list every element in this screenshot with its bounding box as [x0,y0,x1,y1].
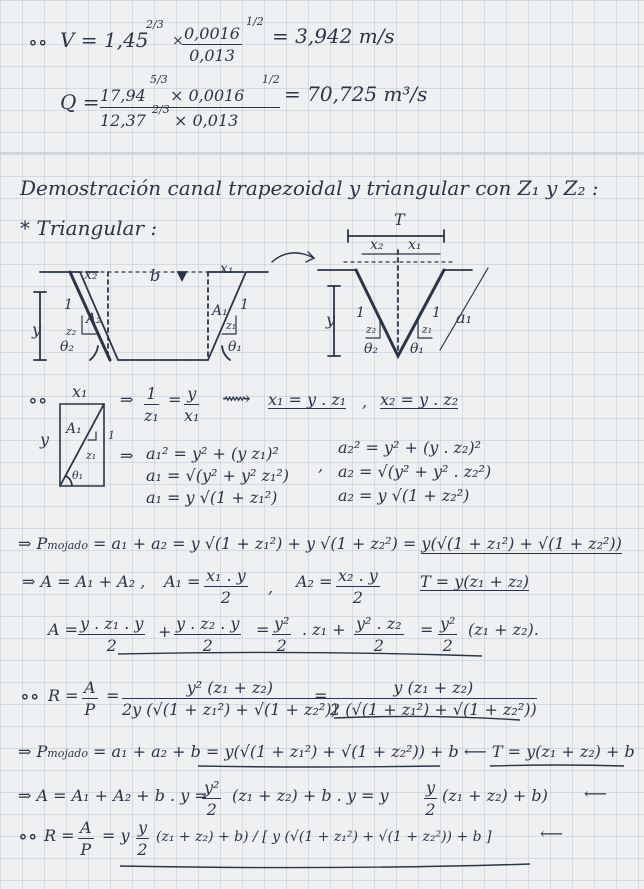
ratio-f2-den: x₁ [184,406,200,425]
p-wet-result: y(√(1 + z₁²) + √(1 + z₂²)) [421,534,622,553]
velocity-result: = 3,942 m/s [272,24,395,48]
area2-mid: . z₁ + [302,620,346,639]
area3-g [424,778,437,819]
radius-eq: = [106,686,120,705]
p-wet2-lhs: ⇒ P [18,742,48,761]
area2-f2-den: 2 [202,636,213,655]
p-wet-line [18,534,622,553]
velocity-times: × [172,33,184,49]
tri-one-left: 1 [356,305,365,321]
tri-theta1: θ₁ [410,341,425,357]
area2-f1 [78,614,145,655]
p-wet2-mid: = a₁ + a₂ + b = [93,742,220,761]
flow-lhs: Q = [60,90,100,114]
radius-eq2: = [314,686,328,705]
area-a2-den: 2 [352,588,363,607]
area3-f-num: y² [204,778,220,797]
area-a1-frac [204,566,248,607]
ratio-f1-num: 1 [144,384,159,405]
area2-f3-den: 2 [276,636,287,655]
area2-eq2: = [420,620,434,639]
tri-z1: z₁ [422,323,433,336]
area3-lhs: ⇒ A = A₁ + A₂ + b . y = [18,786,208,805]
triangle-outline [318,270,472,356]
smalltri-theta1: θ₁ [72,469,84,482]
radius2-g-den: 2 [137,840,148,859]
flow-num-base: 17,94 [100,86,146,105]
area2-tail: (z₁ + z₂). [468,620,539,639]
tri-y: y [326,310,336,329]
pythag-l1: a₁² = y² + (y z₁)² [146,444,279,463]
area3-g-den: 2 [425,800,436,819]
flow-den-base: 12,37 [100,111,146,130]
radius-f1-den: P [84,700,96,719]
p-wet-sub: mojado [47,539,88,552]
ratio-eq: = [168,390,182,409]
radius-f3 [330,678,537,719]
radius-f3-num: y (z₁ + z₂) [330,678,537,699]
radius2-f-num: A [80,818,92,837]
ratio-result2: x₂ = y . z₂ [380,390,459,409]
area2-lhs: A = [48,620,79,639]
smalltri-A1: A₁ [66,421,82,437]
radius2-g-num: y [138,818,148,837]
flow-result: = 70,725 m³/s [284,82,428,106]
p-wet-lhs: ⇒ P [18,534,48,553]
radius2-f-den: P [80,840,92,859]
flow-den-rest: × 0,013 [174,111,239,130]
tri-z2: z₂ [366,323,377,336]
trap-A2: A₂ [86,311,102,327]
ratio-result1: x₁ = y . z₁ [268,390,347,409]
area2-eq: = [256,620,270,639]
tri-a1: a₁ [456,308,472,327]
area2-f4-den: 2 [373,636,384,655]
trap-A1: A₁ [212,303,228,319]
area2-f1-den: 2 [106,636,117,655]
area2-f1-num: y . z₁ . y [80,614,144,633]
flow-exp2: 1/2 [262,73,280,86]
area3-g-num: y [426,778,436,797]
ratio-comma: , [362,392,368,411]
trap-theta2: θ₂ [60,339,75,355]
trap-y: y [32,320,42,339]
area3-mid: (z₁ + z₂) + b . y = y [232,786,389,805]
area2-f5 [438,614,457,655]
trap-z1: z₁ [226,319,237,332]
area2-f3-num: y² [274,614,290,633]
pythag-r1: a₂² = y² + (y . z₂)² [338,438,482,457]
tri-one-right: 1 [432,305,441,321]
radius2-g [136,818,149,859]
smalltri-z1: z₁ [86,449,97,462]
flow-num-exp: 5/3 [150,73,168,86]
section-heading: * Triangular : [20,216,158,240]
pythag-r3: a₂ = y √(1 + z₂²) [338,486,470,505]
radius-f2-den: 2y (√(1 + z₁²) + √(1 + z₂²)) [122,700,338,719]
area-lhs: ⇒ A = A₁ + A₂ , [22,572,146,591]
area-a2-num: x₂ . y [338,566,378,585]
area-a2-frac [336,566,380,607]
area3-f-den: 2 [206,800,217,819]
trap-one-right: 1 [240,297,249,313]
velocity-exp1: 2/3 [146,18,164,31]
ratio-arrow: ⇒ [120,390,134,409]
trap-b: b [150,266,161,285]
velocity-exp2: 1/2 [246,15,264,28]
flow-num-rest: × 0,0016 [170,86,245,105]
radius-f2 [122,678,338,719]
area3-arrow: ⟵ [584,784,607,803]
velocity-lhs: V = 1,45 [60,28,149,52]
p-wet2-arrow: ⟵ [463,742,487,761]
area-comma: , [268,578,274,597]
smalltri-x1: x₁ [72,382,88,401]
radius-f2-num: y² (z₁ + z₂) [122,678,338,699]
area2-plus: + [158,622,172,641]
smalltri-one: 1 [108,429,115,442]
pythag-l2: a₁ = √(y² + y² z₁²) [146,466,290,485]
radius-f1 [82,678,98,719]
bullet-radius: ∘∘ [20,684,40,708]
area-a2-lhs: A₂ = [296,572,333,591]
area-a1-lhs: A₁ = [164,572,201,591]
radius2-arrow: ⟵ [540,824,563,843]
area3-tail: (z₁ + z₂) + b) [442,786,548,805]
ratio-squiggle: ⟿ [222,386,251,410]
area3-f [202,778,221,819]
tri-T: T [394,210,405,229]
area2-f5-den: 2 [442,636,453,655]
tri-theta2: θ₂ [364,341,379,357]
bullet-radius2: ∘∘ [18,824,38,848]
velocity-num: 0,0016 [184,24,240,43]
ratio-f1-den: z₁ [144,406,159,425]
area-a1-num: x₁ . y [206,566,246,585]
area2-f5-num: y² [440,614,456,633]
pythag-arrow: ⇒ [120,446,134,465]
ratio-f2-num: y [184,384,199,405]
area2-f4 [354,614,404,655]
trap-x1: x₁ [220,261,234,277]
radius2-eq: = y [102,826,130,845]
area2-f2-num: y . z₂ . y [176,614,240,633]
trap-one-left: 1 [64,297,73,313]
flow-den-exp: 2/3 [152,103,170,116]
p-wet2-sub: mojado [47,747,88,760]
radius-lhs: R = [48,686,79,705]
area2-f4-num: y² . z₂ [356,614,402,633]
trap-x2: x₂ [84,267,98,283]
p-wet2-T: T = y(z₁ + z₂) + b [491,742,635,761]
p-wet-mid: = a₁ + a₂ = y √(1 + z₁²) + y √(1 + z₂²) = [93,534,417,553]
trap-z2: z₂ [66,325,77,338]
radius2-mid: (z₁ + z₂) + b) / [ y (√(1 + z₁²) + √(1 + z₂²)) + b ] [156,829,492,845]
pythag-r2: a₂ = √(y² + y² . z₂²) [338,462,492,481]
pythag-comma: , [318,456,324,475]
radius-f3-den: 2 (√(1 + z₁²) + √(1 + z₂²)) [330,700,537,719]
area2-f3 [272,614,291,655]
trap-theta1: θ₁ [228,339,243,355]
ratio-frac1 [144,384,159,425]
bullet-ratio: ∘∘ [28,388,48,412]
velocity-den: 0,013 [189,46,235,65]
p-wet2-result: y(√(1 + z₁²) + √(1 + z₂²)) + b [224,742,459,761]
tri-x2: x₂ [370,237,384,253]
area-a1-den: 2 [220,588,231,607]
pythag-l3: a₁ = y √(1 + z₁²) [146,488,278,507]
radius2-lhs: R = [44,826,75,845]
area-T: T = y(z₁ + z₂) [420,572,530,591]
radius2-f [78,818,94,859]
p-wet2-line [18,742,635,761]
area2-f2 [174,614,241,655]
ratio-frac2 [184,384,199,425]
bullet-velocity: ∘∘ [28,30,48,54]
smalltri-y: y [40,430,50,449]
tri-x1: x₁ [408,237,422,253]
radius-f1-num: A [84,678,96,697]
page-title: Demostración canal trapezoidal y triangular con Z₁ y Z₂ : [20,176,599,200]
